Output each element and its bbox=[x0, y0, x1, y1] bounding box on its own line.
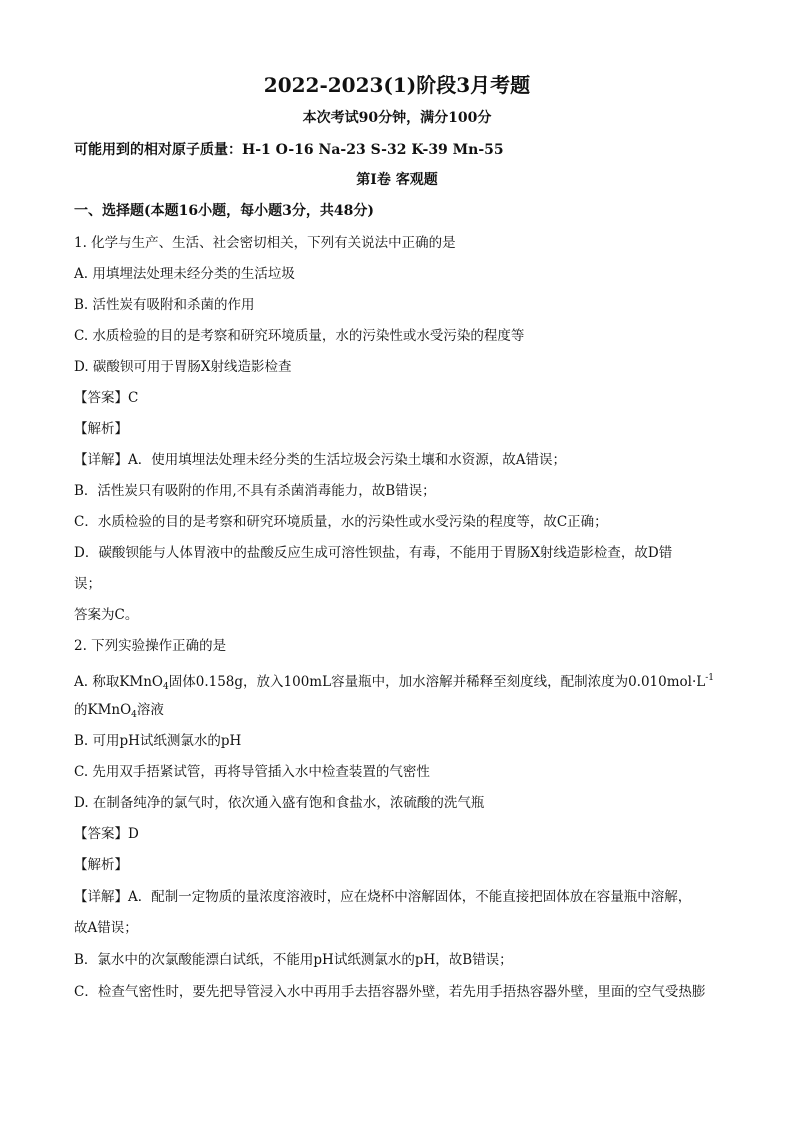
q1-option-a: A. 用填埋法处理未经分类的生活垃圾 bbox=[74, 266, 295, 282]
q1-detail-c: C．水质检验的目的是考察和研究环境质量，水的污染性或水受污染的程度等，故C正确； bbox=[74, 514, 608, 530]
q1-option-d: D. 碳酸钡可用于胃肠X射线造影检查 bbox=[74, 359, 292, 375]
q2-option-c: C. 先用双手捂紧试管，再将导管插入水中检查装置的气密性 bbox=[74, 764, 430, 780]
q1-detail-b: B．活性炭只有吸附的作用,不具有杀菌消毒能力，故B错误； bbox=[74, 483, 436, 499]
page-title: 2022-2023(1)阶段3月考题 bbox=[263, 73, 531, 97]
q1-answer: 【答案】C bbox=[74, 390, 139, 406]
atomic-masses: 可能用到的相对原子质量：H-1 O-16 Na-23 S-32 K-39 Mn-55 bbox=[74, 142, 504, 158]
q2-option-d: D. 在制备纯净的氯气时，依次通入盛有饱和食盐水，浓硫酸的洗气瓶 bbox=[74, 795, 485, 811]
q2-detail-a-cont: 故A错误； bbox=[74, 920, 138, 936]
q1-analysis-label: 【解析】 bbox=[74, 421, 128, 437]
q1-detail-d: D．碳酸钡能与人体胃液中的盐酸反应生成可溶性钡盐，有毒，不能用于胃肠X射线造影检查，故D错 bbox=[74, 545, 673, 561]
q2-option-a-sub: 4 bbox=[163, 682, 169, 692]
q1-option-b: B. 活性炭有吸附和杀菌的作用 bbox=[74, 297, 255, 313]
section-title: 第Ⅰ卷 客观题 bbox=[356, 172, 438, 188]
q2-option-b: B. 可用pH试纸测氯水的pH bbox=[74, 733, 242, 749]
exam-info: 本次考试90分钟，满分100分 bbox=[302, 110, 492, 126]
q2-detail-c: C．检查气密性时，要先把导管浸入水中再用手去捂容器外壁，若先用手捂热容器外壁，里面的空气受热膨 bbox=[74, 984, 706, 1000]
q2-detail-a: 【详解】A．配制一定物质的量浓度溶液时，应在烧杯中溶解固体，不能直接把固体放在容量瓶中溶解， bbox=[74, 889, 692, 905]
q2-analysis-label: 【解析】 bbox=[74, 857, 128, 873]
q2-stem: 2. 下列实验操作正确的是 bbox=[74, 638, 227, 654]
q2-option-a-part2: 固体0.158g，放入100mL容量瓶中，加水溶解并稀释至刻度线，配制浓度为0.010mol·L bbox=[168, 674, 706, 690]
q2-option-a2-sub: 4 bbox=[131, 710, 137, 720]
q2-option-a-sup: -1 bbox=[705, 673, 715, 683]
q2-option-a2-part1: 的KMnO bbox=[74, 702, 132, 718]
q2-answer: 【答案】D bbox=[74, 826, 139, 842]
q2-option-a-part1: A. 称取KMnO bbox=[74, 674, 164, 690]
q1-stem: 1. 化学与生产、生活、社会密切相关，下列有关说法中正确的是 bbox=[74, 235, 456, 251]
q1-detail-a: 【详解】A．使用填埋法处理未经分类的生活垃圾会污染土壤和水资源，故A错误； bbox=[74, 452, 566, 468]
q2-option-a2-part2: 溶液 bbox=[136, 702, 164, 718]
q2-detail-b: B．氯水中的次氯酸能漂白试纸，不能用pH试纸测氯水的pH，故B错误； bbox=[74, 952, 513, 968]
q1-detail-d-cont: 误； bbox=[74, 576, 101, 592]
q2-option-a-cont bbox=[74, 700, 734, 725]
q2-option-a bbox=[74, 668, 734, 697]
q1-option-c: C. 水质检验的目的是考察和研究环境质量，水的污染性或水受污染的程度等 bbox=[74, 328, 525, 344]
part-title: 一、选择题(本题16小题，每小题3分，共48分) bbox=[74, 203, 374, 219]
q1-conclusion: 答案为C。 bbox=[74, 607, 139, 623]
